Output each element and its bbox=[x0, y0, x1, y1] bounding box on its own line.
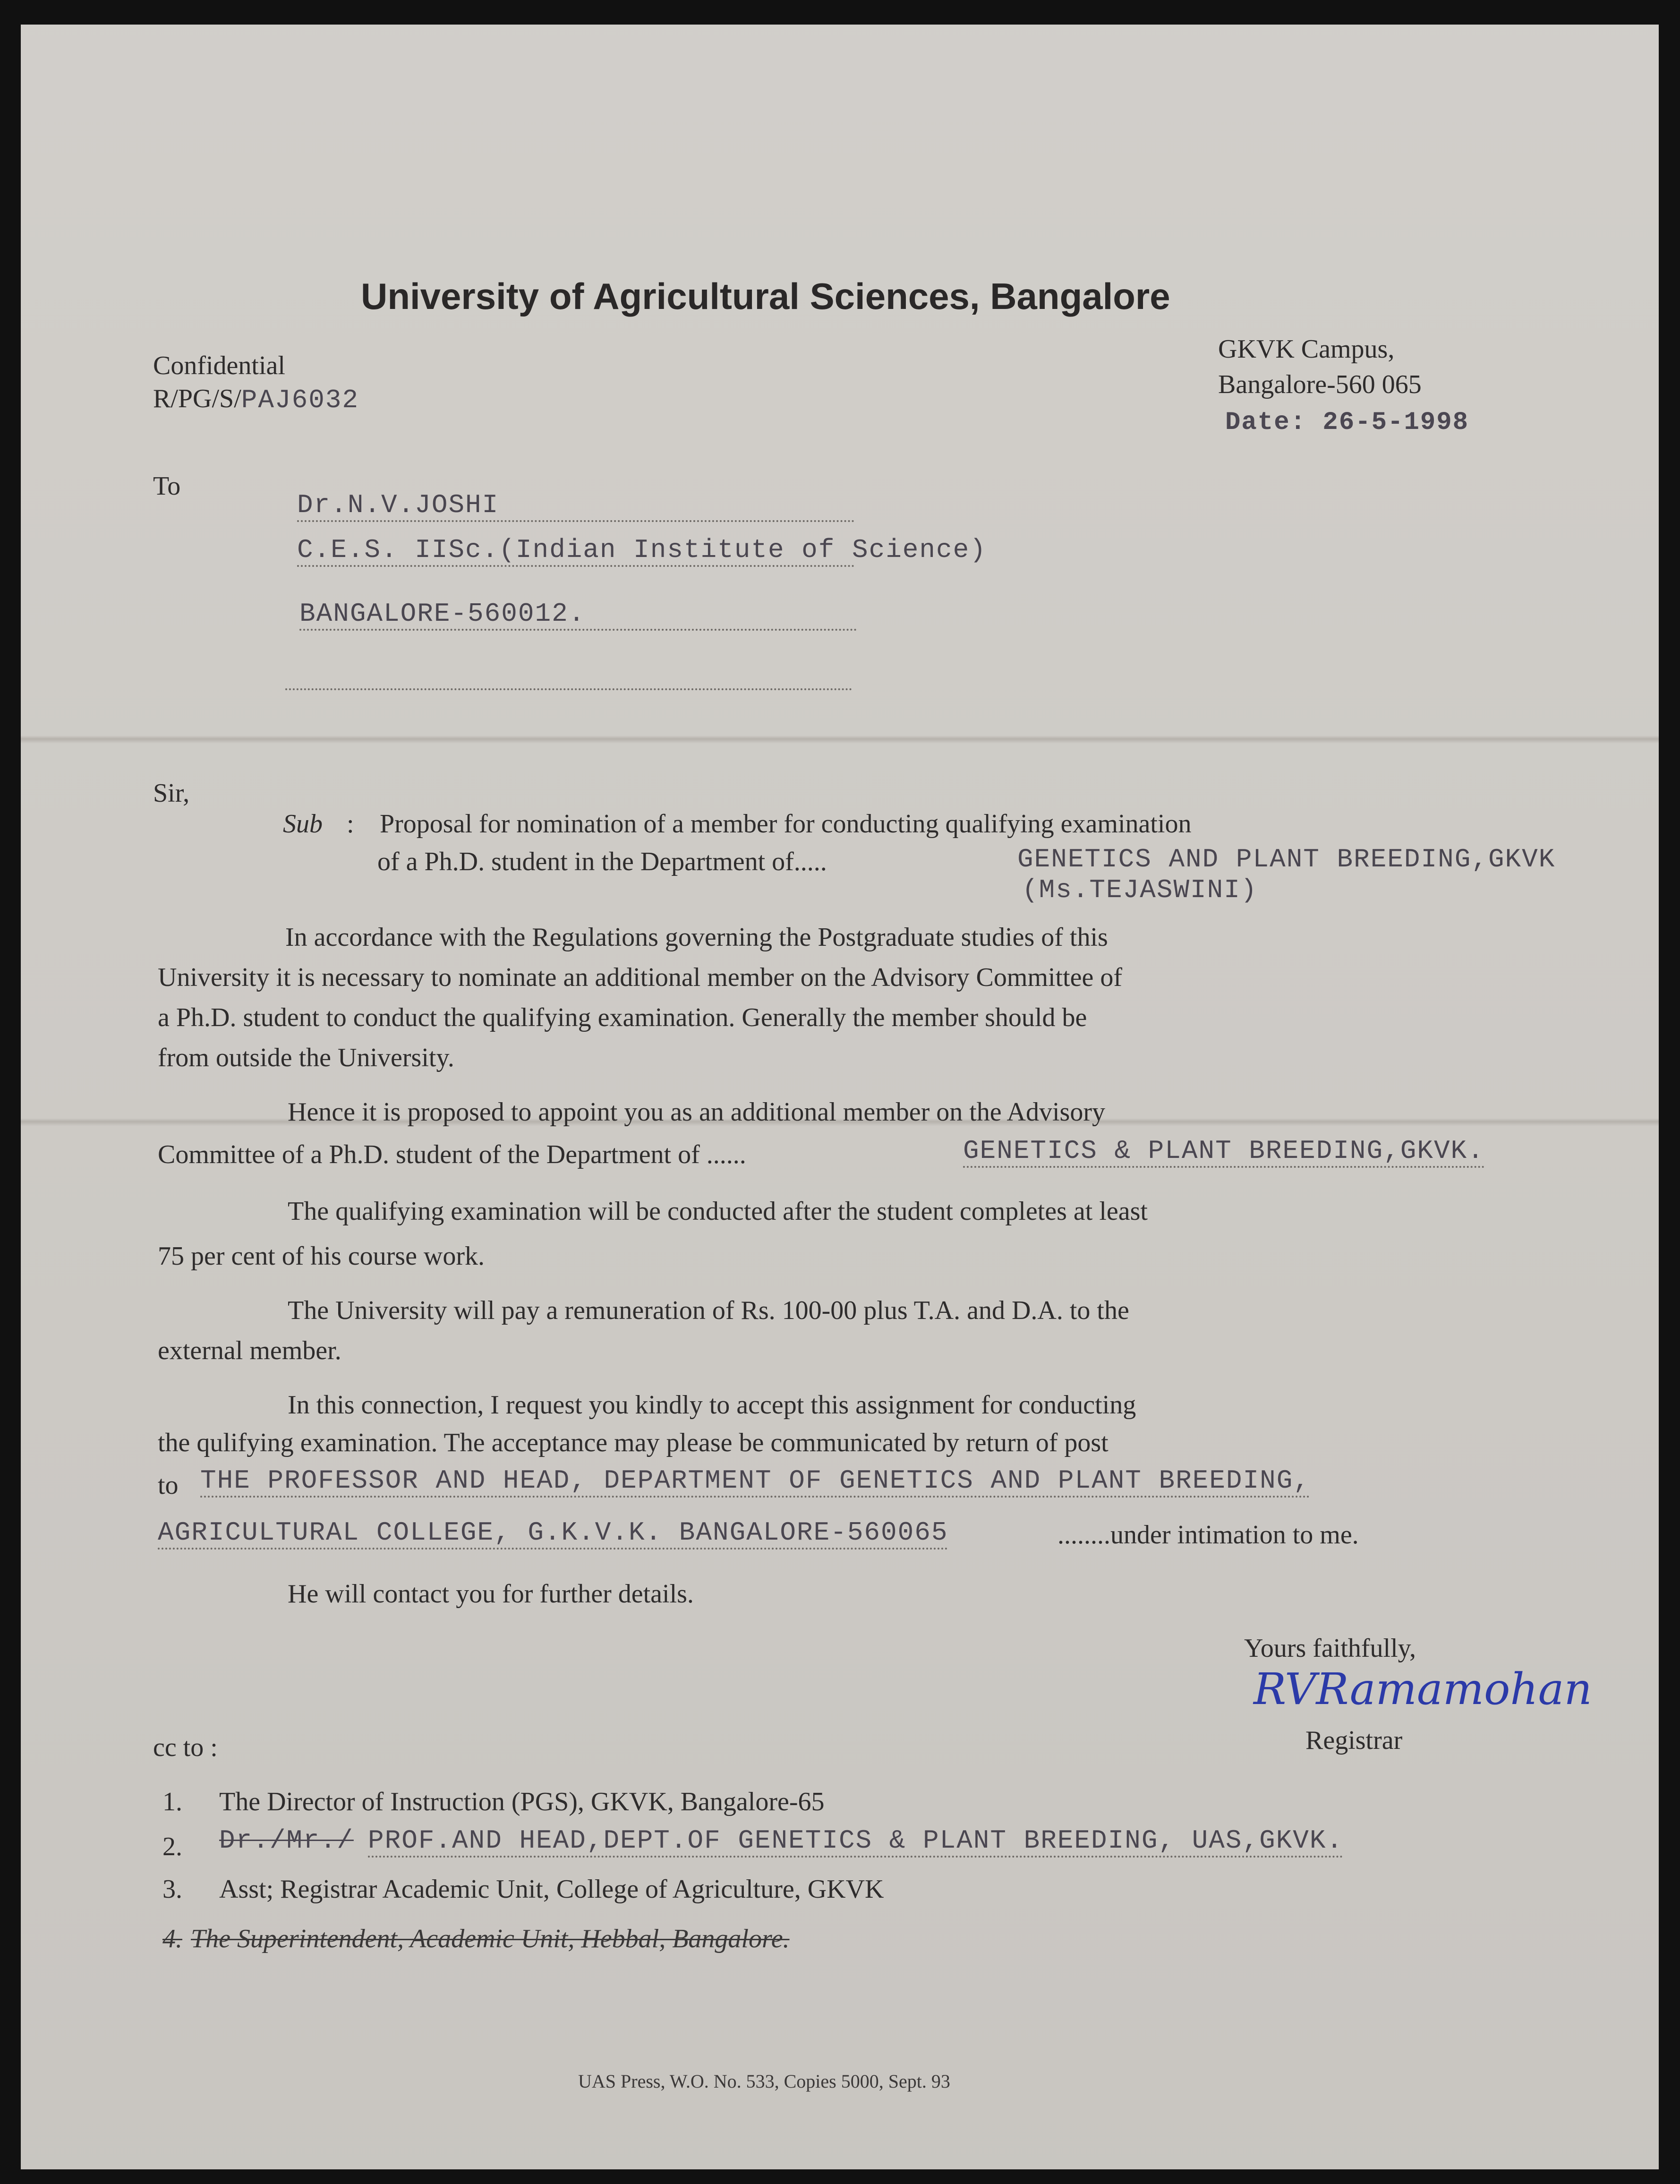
subject-line-1: Proposal for nomination of a member for conducting qualifying examination bbox=[380, 809, 1192, 839]
cc-item-1-text: The Director of Instruction (PGS), GKVK, Bangalore-65 bbox=[219, 1787, 825, 1816]
para4-line1: The University will pay a remuneration of Rs. 100-00 plus T.A. and D.A. to the bbox=[288, 1296, 1129, 1325]
address-line-1: Dr.N.V.JOSHI bbox=[297, 490, 854, 522]
cc-item-3-text: Asst; Registrar Academic Unit, College of Agriculture, GKVK bbox=[219, 1875, 884, 1904]
to-label: To bbox=[153, 471, 181, 501]
para1-line1: In accordance with the Regulations governing the Postgraduate studies of this bbox=[285, 923, 1108, 952]
confidential-label: Confidential bbox=[153, 351, 285, 380]
campus-label: GKVK Campus, bbox=[1218, 334, 1395, 364]
registrar-title: Registrar bbox=[1305, 1726, 1403, 1755]
cc-label: cc to : bbox=[153, 1733, 218, 1762]
cc-item-2-number: 2. bbox=[162, 1832, 182, 1861]
para3-line2: 75 per cent of his course work. bbox=[158, 1242, 485, 1271]
para2-line2: Committee of a Ph.D. student of the Department of ...... bbox=[158, 1140, 746, 1169]
cc-item-1-number: 1. bbox=[162, 1787, 182, 1816]
address-line-4-blank bbox=[285, 684, 852, 690]
para5-line2: the qulifying examination. The acceptance may please be communicated by return of post bbox=[158, 1428, 1109, 1457]
letter-date: Date: 26-5-1998 bbox=[1225, 408, 1469, 437]
subject-label: Sub bbox=[283, 809, 323, 839]
salutation: Sir, bbox=[153, 779, 190, 808]
registrar-signature: RVRamamohan bbox=[1254, 1664, 1592, 1714]
reference-typed: PAJ6032 bbox=[241, 385, 359, 415]
para1-line2: University it is necessary to nominate an additional member on the Advisory Committee of bbox=[158, 963, 1123, 992]
letter-paper bbox=[21, 25, 1659, 2169]
para1-line4: from outside the University. bbox=[158, 1043, 454, 1072]
subject-department: GENETICS AND PLANT BREEDING,GKVK bbox=[1017, 844, 1556, 874]
para2-line1: Hence it is proposed to appoint you as an additional member on the Advisory bbox=[288, 1097, 1105, 1127]
subject-student: (Ms.TEJASWINI) bbox=[1022, 875, 1258, 905]
para5-line1: In this connection, I request you kindly to accept this assignment for conducting bbox=[288, 1390, 1136, 1420]
yours-faithfully: Yours faithfully, bbox=[1244, 1634, 1416, 1663]
para6: He will contact you for further details. bbox=[288, 1579, 694, 1609]
para5-tail: ........under intimation to me. bbox=[1057, 1520, 1359, 1550]
para5-typed-line2: AGRICULTURAL COLLEGE, G.K.V.K. BANGALORE-560065 bbox=[158, 1517, 948, 1550]
para4-line2: external member. bbox=[158, 1336, 341, 1365]
cc-item-3-number: 3. bbox=[162, 1875, 182, 1904]
subject-colon: : bbox=[347, 809, 354, 839]
address-line-3: BANGALORE-560012. bbox=[299, 599, 857, 631]
subject-line-2: of a Ph.D. student in the Department of..... bbox=[377, 847, 827, 876]
para3-line1: The qualifying examination will be conducted after the student completes at least bbox=[288, 1197, 1148, 1226]
address-line-2: C.E.S. IISc.(Indian Institute of Science) bbox=[297, 535, 854, 567]
para2-department: GENETICS & PLANT BREEDING,GKVK. bbox=[963, 1136, 1484, 1168]
cc-item-2-struck: Dr./Mr./ bbox=[219, 1825, 354, 1856]
cc-item-4-text: The Superintendent, Academic Unit, Hebbal, Bangalore. bbox=[191, 1924, 790, 1953]
cc-item-4-number: 4. bbox=[162, 1924, 182, 1953]
university-title: University of Agricultural Sciences, Bangalore bbox=[361, 275, 1170, 317]
para5-to: to bbox=[158, 1471, 179, 1500]
para1-line3: a Ph.D. student to conduct the qualifying examination. Generally the member should be bbox=[158, 1003, 1087, 1032]
reference-prefix: R/PG/S/ bbox=[153, 384, 241, 413]
campus-city: Bangalore-560 065 bbox=[1218, 370, 1422, 399]
para5-typed-line1: THE PROFESSOR AND HEAD, DEPARTMENT OF GENETICS AND PLANT BREEDING, bbox=[200, 1465, 1310, 1498]
reference-number bbox=[153, 384, 359, 415]
cc-item-2-text: PROF.AND HEAD,DEPT.OF GENETICS & PLANT BREEDING, UAS,GKVK. bbox=[368, 1825, 1343, 1858]
press-footer: UAS Press, W.O. No. 533, Copies 5000, Sept. 93 bbox=[578, 2071, 950, 2092]
